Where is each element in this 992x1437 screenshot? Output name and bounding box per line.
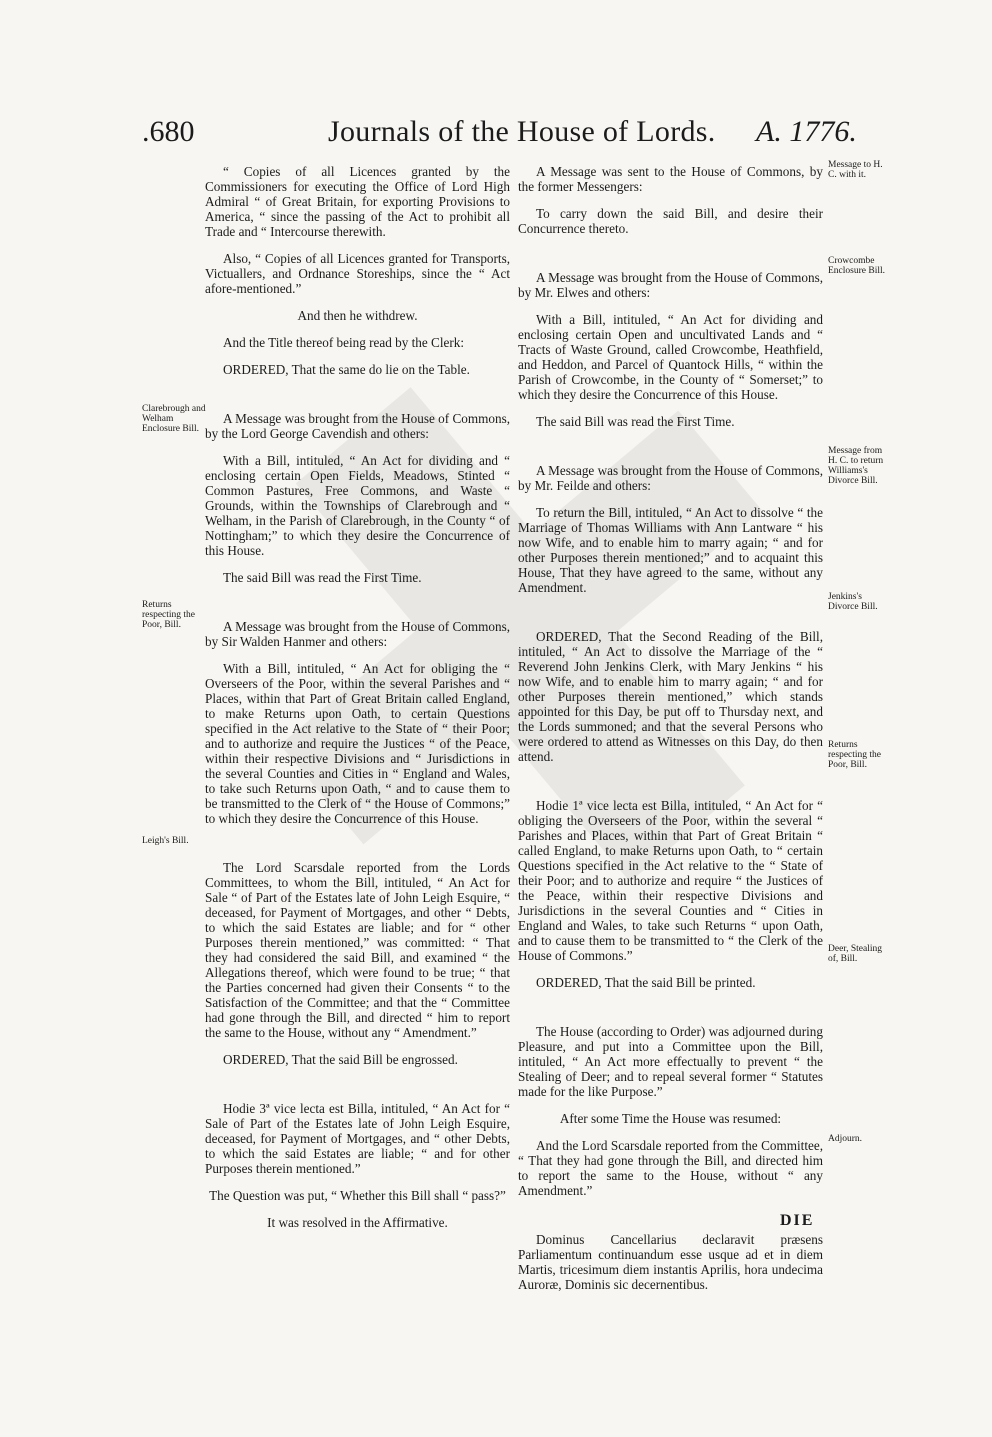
margin-note: Returns respecting the Poor, Bill. <box>828 740 882 770</box>
margin-note: Leigh's Bill. <box>142 836 189 846</box>
paragraph: Hodie 1ª vice lecta est Billa, intituled, “ An Act for “ obliging the Overseers of the Poor, within the several “ Parishes and Places, within that Part of Great Britain “ called England, to make Returns upon Oath, to “ certain Questions specified in the Act relative to the “ State of their Poor; and to authorize and require “ the Justices of the Peace, within their respective Divisions and Jurisdictions in the several Counties and “ Cities in England and Wales, to take such Returns “ upon Oath, and to cause them to be transmitted to “ the Clerk of the House of Commons.” <box>518 798 823 963</box>
paragraph: The House (according to Order) was adjourned during Pleasure, and put into a Committee upon the Bill, intituled, “ An Act more effectually to prevent “ the Stealing of Deer; and to repeal several former “ Statutes made for the like Purpose.” <box>518 1024 823 1099</box>
margin-note: Message to H. C. with it. <box>828 160 883 180</box>
paragraph: Dominus Cancellarius declaravit præsens Parliamentum continuandum esse usque ad et in diem Martis, tricesimum diem instantis Aprilis, hora undecima Auroræ, Dominis sic decernentibus. <box>518 1232 823 1292</box>
year: A. 1776. <box>756 115 857 148</box>
paragraph: And then he withdrew. <box>297 308 418 323</box>
paragraph: With a Bill, intituled, “ An Act for dividing and “ enclosing certain Open Fields, Meadows, Stinted “ Common Pastures, Free Commons, and Waste “ Grounds, within the Townships of Clarebrough and “ Welham, in the Parish of Clarebrough, in the County “ of Nottingham;” to which they desire the Concurrence of this House. <box>205 453 510 558</box>
paragraph: After some Time the House was resumed: <box>559 1111 782 1126</box>
paragraph: ORDERED, That the Second Reading of the Bill, intituled, “ An Act to dissolve the Marriage of the “ Reverend John Jenkins Clerk, with Mary Jenkins “ his now Wife, and to enable him to marry again; “ and for other Purposes therein mentioned,” which stands appointed for this Day, be put off to Thursday next, and the Lords summoned; and that the several Persons who were ordered to attend as Witnesses on this Day, do then attend. <box>518 629 823 764</box>
paragraph: The Question was put, “ Whether this Bill shall “ pass?” <box>209 1188 506 1203</box>
margin-note: Returns respecting the Poor, Bill. <box>142 600 196 630</box>
paragraph: “ Copies of all Licences granted by the Commissioners for executing the Office of Lord High Admiral “ of Great Britain, for exporting Provisions to America, “ since the passing of the Act to prohibit all Trade and “ Intercourse therewith. <box>205 164 510 239</box>
paragraph: With a Bill, intituled, “ An Act for dividing and enclosing certain Open and uncultivated Lands and “ Tracts of Waste Ground, called Crowcombe, Heathfield, and Heddon, and Parcel of Quantock Hills, “ within the Parish of Crowcombe, in the County of “ Somerset;” to which they desire the Concurrence of this House. <box>518 312 823 402</box>
paragraph: It was resolved in the Affirmative. <box>267 1215 448 1230</box>
page-number: .680 <box>142 115 195 148</box>
paragraph: ORDERED, That the said Bill be printed. <box>536 975 756 990</box>
paragraph: To return the Bill, intituled, “ An Act to dissolve “ the Marriage of Thomas Williams with Ann Lantware “ his now Wife, and to enable him to marry again; “ and for other Purposes therein mentioned;” and to acquaint this House, That they have agreed to the same, without any Amendment. <box>518 505 823 595</box>
running-title: Journals of the House of Lords. <box>328 115 716 148</box>
margin-note: Adjourn. <box>828 1134 863 1144</box>
paragraph: A Message was brought from the House of Commons, by the Lord George Cavendish and others: <box>205 411 510 441</box>
margin-note: Crowcombe Enclosure Bill. <box>828 256 885 276</box>
paragraph: The Lord Scarsdale reported from the Lords Committees, to whom the Bill, intituled, “ An Act for Sale “ of Part of the Estates late of John Leigh Esquire, “ deceased, for Payment of Mortgages, and other “ Debts, to which the said Estates are liable; and for “ other Purposes therein mentioned,” was committed: “ That they had considered the said Bill, and examined “ the Allegations thereof, which were found to be true; “ that the Parties concerned had given their Consents “ to the Satisfaction of the Committee; and that the “ Committee had gone through the Bill, and directed “ him to report the same to the House, without any “ Amendment.” <box>205 860 510 1040</box>
paragraph: ORDERED, That the said Bill be engrossed. <box>223 1052 458 1067</box>
paragraph: A Message was brought from the House of Commons, by Sir Walden Hanmer and others: <box>205 619 510 649</box>
margin-note: Clarebrough and Welham Enclosure Bill. <box>142 404 206 434</box>
left-column <box>205 164 510 1242</box>
margin-note: Deer, Stealing of, Bill. <box>828 944 882 964</box>
paragraph: And the Title thereof being read by the Clerk: <box>223 335 464 350</box>
paragraph: To carry down the said Bill, and desire their Concurrence thereto. <box>518 206 823 236</box>
margin-note: Jenkins's Divorce Bill. <box>828 592 878 612</box>
paragraph: With a Bill, intituled, “ An Act for obliging the “ Overseers of the Poor, within the several Parishes and “ Places, within that Part of Great Britain called England, to make Returns upon Oath, to certain Questions specified in the Act relative to the State of “ their Poor; and to authorize and require the Justices “ of the Peace, within their respective Divisions and “ Jurisdictions in the several Counties and Cities in “ England and Wales, to take such Returns upon Oath, “ and to cause them to be transmitted to the Clerk of “ the House of Commons;” to which they desire the Concurrence of this House. <box>205 661 510 826</box>
paragraph: The said Bill was read the First Time. <box>223 570 422 585</box>
paragraph: A Message was brought from the House of Commons, by Mr. Feilde and others: <box>518 463 823 493</box>
paragraph: And the Lord Scarsdale reported from the Committee, “ That they had gone through the Bill, and directed him to report the same to the House, without “ any Amendment.” <box>518 1138 823 1198</box>
margin-note: Message from H. C. to return Williams's Divorce Bill. <box>828 446 884 486</box>
paragraph: The said Bill was read the First Time. <box>536 414 735 429</box>
paragraph: A Message was sent to the House of Commons, by the former Messengers: <box>518 164 823 194</box>
paragraph: A Message was brought from the House of Commons, by Mr. Elwes and others: <box>518 270 823 300</box>
paragraph: Also, “ Copies of all Licences granted for Transports, Victuallers, and Ordnance Storeships, since the “ Act afore-mentioned.” <box>205 251 510 296</box>
page-header <box>0 115 992 155</box>
catchword: DIE <box>780 1212 815 1229</box>
paragraph: Hodie 3ª vice lecta est Billa, intituled, “ An Act for “ Sale of Part of the Estates late of John Leigh Esquire, deceased, for Payment of Mortgages, and “ other Debts, to which the said Estates are liable; “ and for other Purposes therein mentioned.” <box>205 1101 510 1176</box>
right-column <box>518 164 823 1304</box>
paragraph: ORDERED, That the same do lie on the Table. <box>223 362 470 377</box>
